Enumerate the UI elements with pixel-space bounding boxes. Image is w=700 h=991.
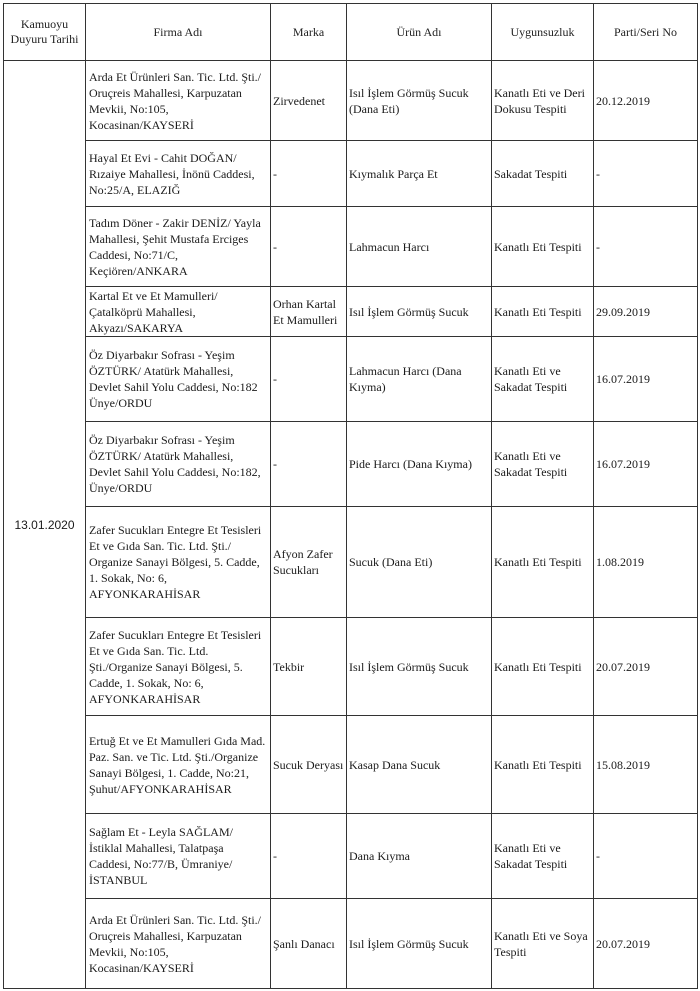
product-cell: Lahmacun Harcı <box>347 207 492 287</box>
brand-cell: - <box>271 337 347 422</box>
header-nonconformity: Uygunsuzluk <box>492 4 594 61</box>
brand-cell: Afyon Zafer Sucukları <box>271 507 347 618</box>
nonconformity-cell: Kanatlı Eti ve Sakadat Tespiti <box>492 337 594 422</box>
table-row <box>4 61 698 141</box>
nonconformity-cell: Kanatlı Eti ve Soya Tespiti <box>492 899 594 989</box>
recall-table <box>3 3 698 989</box>
table-row <box>4 507 698 618</box>
product-cell: Lahmacun Harcı (Dana Kıyma) <box>347 337 492 422</box>
product-cell: Pide Harcı (Dana Kıyma) <box>347 422 492 507</box>
batch-cell: - <box>594 207 698 287</box>
firm-cell: Arda Et Ürünleri San. Tic. Ltd. Şti./ Oruçreis Mahallesi, Karpuzatan Mevkii, No:105, Kocasinan/KAYSERİ <box>86 61 271 141</box>
firm-cell: Zafer Sucukları Entegre Et Tesisleri Et ve Gıda San. Tic. Ltd. Şti./ Organize Sanayi Bölgesi, 5. Cadde, 1. Sokak, No: 6, AFYONKARAHİSAR <box>86 507 271 618</box>
table-row <box>4 716 698 814</box>
header-row <box>4 4 698 61</box>
batch-cell: 16.07.2019 <box>594 337 698 422</box>
firm-cell: Zafer Sucukları Entegre Et Tesisleri Et ve Gıda San. Tic. Ltd. Şti./Organize Sanayi Bölgesi, 5. Cadde, 1. Sokak, No: 6, AFYONKARAHİSAR <box>86 618 271 716</box>
nonconformity-cell: Kanatlı Eti Tespiti <box>492 287 594 337</box>
table-row <box>4 422 698 507</box>
nonconformity-cell: Kanatlı Eti ve Sakadat Tespiti <box>492 814 594 899</box>
header-batch: Parti/Seri No <box>594 4 698 61</box>
brand-cell: Tekbir <box>271 618 347 716</box>
brand-cell: - <box>271 207 347 287</box>
header-brand: Marka <box>271 4 347 61</box>
table-row <box>4 141 698 207</box>
brand-cell: - <box>271 422 347 507</box>
firm-cell: Arda Et Ürünleri San. Tic. Ltd. Şti./ Oruçreis Mahallesi, Karpuzatan Mevkii, No:105, Kocasinan/KAYSERİ <box>86 899 271 989</box>
brand-cell: - <box>271 141 347 207</box>
batch-cell: 20.12.2019 <box>594 61 698 141</box>
firm-cell: Tadım Döner - Zakir DENİZ/ Yayla Mahallesi, Şehit Mustafa Erciges Caddesi, No:71/C, Keçiören/ANKARA <box>86 207 271 287</box>
nonconformity-cell: Kanatlı Eti Tespiti <box>492 618 594 716</box>
table-row <box>4 207 698 287</box>
table-row <box>4 899 698 989</box>
nonconformity-cell: Kanatlı Eti Tespiti <box>492 207 594 287</box>
nonconformity-cell: Kanatlı Eti Tespiti <box>492 716 594 814</box>
batch-cell: 1.08.2019 <box>594 507 698 618</box>
product-cell: Kasap Dana Sucuk <box>347 716 492 814</box>
product-cell: Sucuk (Dana Eti) <box>347 507 492 618</box>
firm-cell: Sağlam Et - Leyla SAĞLAM/ İstiklal Mahallesi, Talatpaşa Caddesi, No:77/B, Ümraniye/İSTANBUL <box>86 814 271 899</box>
product-cell: Kıymalık Parça Et <box>347 141 492 207</box>
batch-cell: - <box>594 141 698 207</box>
product-cell: Isıl İşlem Görmüş Sucuk <box>347 287 492 337</box>
batch-cell: 20.07.2019 <box>594 899 698 989</box>
table-row <box>4 618 698 716</box>
nonconformity-cell: Sakadat Tespiti <box>492 141 594 207</box>
header-firm: Firma Adı <box>86 4 271 61</box>
brand-cell: Şanlı Danacı <box>271 899 347 989</box>
header-product: Ürün Adı <box>347 4 492 61</box>
firm-cell: Öz Diyarbakır Sofrası - Yeşim ÖZTÜRK/ Atatürk Mahallesi, Devlet Sahil Yolu Caddesi, No:182, Ünye/ORDU <box>86 422 271 507</box>
product-cell: Isıl İşlem Görmüş Sucuk (Dana Eti) <box>347 61 492 141</box>
firm-cell: Öz Diyarbakır Sofrası - Yeşim ÖZTÜRK/ Atatürk Mahallesi, Devlet Sahil Yolu Caddesi, No:182 Ünye/ORDU <box>86 337 271 422</box>
batch-cell: 29.09.2019 <box>594 287 698 337</box>
brand-cell: Zirvedenet <box>271 61 347 141</box>
product-cell: Isıl İşlem Görmüş Sucuk <box>347 899 492 989</box>
header-date: Kamuoyu Duyuru Tarihi <box>4 4 86 61</box>
product-cell: Isıl İşlem Görmüş Sucuk <box>347 618 492 716</box>
batch-cell: 16.07.2019 <box>594 422 698 507</box>
announcement-date: 13.01.2020 <box>4 61 86 989</box>
firm-cell: Hayal Et Evi - Cahit DOĞAN/ Rızaiye Mahallesi, İnönü Caddesi, No:25/A, ELAZIĞ <box>86 141 271 207</box>
firm-cell: Kartal Et ve Et Mamulleri/ Çatalköprü Mahallesi, Akyazı/SAKARYA <box>86 287 271 337</box>
table-row <box>4 337 698 422</box>
table-row <box>4 814 698 899</box>
batch-cell: 15.08.2019 <box>594 716 698 814</box>
nonconformity-cell: Kanatlı Eti Tespiti <box>492 507 594 618</box>
firm-cell: Ertuğ Et ve Et Mamulleri Gıda Mad. Paz. San. ve Tic. Ltd. Şti./Organize Sanayi Bölgesi, 1. Cadde, No:21, Şuhut/AFYONKARAHİSAR <box>86 716 271 814</box>
nonconformity-cell: Kanatlı Eti ve Sakadat Tespiti <box>492 422 594 507</box>
brand-cell: Sucuk Deryası <box>271 716 347 814</box>
brand-cell: Orhan Kartal Et Mamulleri <box>271 287 347 337</box>
batch-cell: 20.07.2019 <box>594 618 698 716</box>
nonconformity-cell: Kanatlı Eti ve Deri Dokusu Tespiti <box>492 61 594 141</box>
brand-cell: - <box>271 814 347 899</box>
batch-cell: - <box>594 814 698 899</box>
table-row <box>4 287 698 337</box>
product-cell: Dana Kıyma <box>347 814 492 899</box>
